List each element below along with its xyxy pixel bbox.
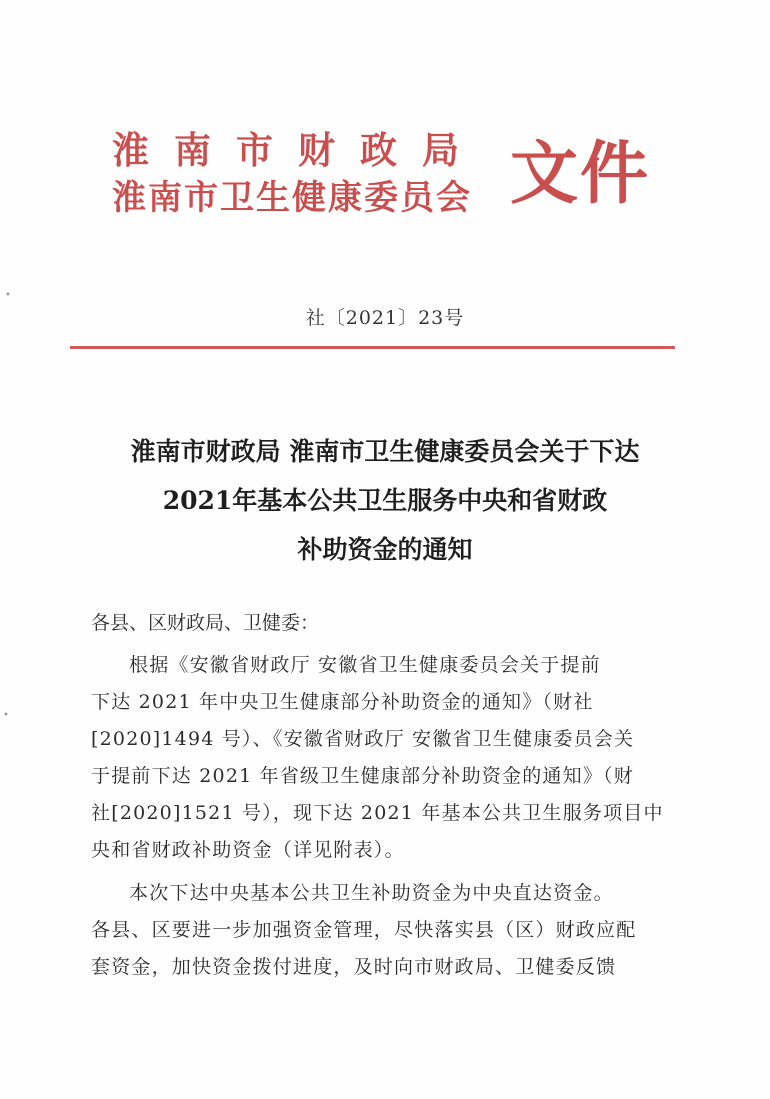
scan-mark: • [3, 710, 9, 721]
title-line-2: 2021年基本公共卫生服务中央和省财政 [162, 486, 608, 515]
paragraph-2 [91, 875, 661, 986]
document-number: 社〔2021〕23号 [305, 307, 465, 329]
paragraph-line: 央和省财政补助资金（详见附表）。 [91, 839, 405, 861]
issuer-health-commission: 淮南市卫生健康委员会 [112, 178, 472, 218]
document-title [60, 427, 710, 574]
paragraph-line: 套资金，加快资金拨付进度，及时向市财政局、卫健委反馈 [91, 956, 617, 978]
paragraph-line: 本次下达中央基本公共卫生补助资金为中央直达资金。 [129, 882, 614, 904]
title-line-1: 淮南市财政局 淮南市卫生健康委员会关于下达 [130, 437, 640, 466]
title-line-3: 补助资金的通知 [297, 535, 473, 564]
paragraph-line: 社[2020]1521 号），现下达 2021 年基本公共卫生服务项目中 [91, 802, 664, 824]
paragraph-line: 各县、区要进一步加强资金管理，尽快落实县（区）财政应配 [91, 919, 637, 941]
red-divider-line [70, 346, 675, 349]
paragraph-1 [91, 647, 664, 869]
paragraph-line: 于提前下达 2021 年省级卫生健康部分补助资金的通知》（财 [91, 765, 634, 787]
paragraph-line: [2020]1494 号）、《安徽省财政厅 安徽省卫生健康委员会关 [91, 728, 635, 750]
paragraph-line: 下达 2021 年中央卫生健康部分补助资金的通知》（财社 [91, 691, 594, 713]
paragraph-line: 根据《安徽省财政厅 安徽省卫生健康委员会关于提前 [129, 654, 601, 676]
document-type-label: 文件 [510, 134, 651, 214]
document-header [112, 118, 652, 218]
document-body [91, 605, 664, 992]
salutation: 各县、区财政局、卫健委： [91, 612, 320, 634]
scan-mark: • [5, 290, 11, 301]
issuer-finance-bureau: 淮南市财政局 [112, 128, 484, 172]
